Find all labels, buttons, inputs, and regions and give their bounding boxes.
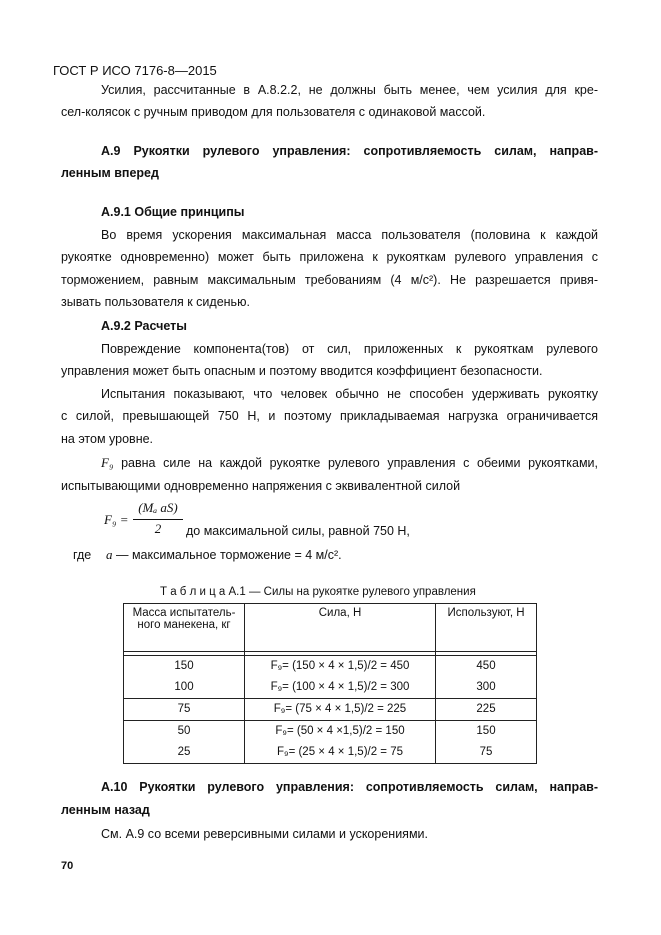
used-cell: 300 [476, 681, 496, 693]
a9-2-line-1: Повреждение компонента(тов) от сил, приложенных к рукояткам рулевого [101, 342, 598, 356]
formula-tail: до максимальной силы, равной 750 Н, [186, 524, 410, 538]
table-caption: Т а б л и ц а А.1 — Силы на рукоятке рулевого управления [160, 586, 476, 598]
header-force [245, 604, 436, 652]
a9-2-line-2: управления может быть опасным и поэтому вводится коэффициент безопасности. [61, 364, 543, 378]
force-cell: F₉= (50 × 4 ×1,5)/2 = 150 [275, 725, 405, 737]
used-cell: 450 [476, 660, 496, 672]
formula-lhs: F₉ = [104, 512, 129, 527]
table-row [124, 721, 537, 743]
force-cell: F₉= (150 × 4 × 1,5)/2 = 450 [270, 660, 410, 672]
section-a9-title-1: А.9 Рукоятки рулевого управления: сопротивляемость силам, направ- [101, 144, 598, 158]
formula-denominator: 2 [154, 521, 162, 536]
used-cell: 150 [476, 725, 496, 737]
header-mass-line-1: Масса испытатель- [132, 607, 236, 619]
mass-cell: 100 [174, 681, 194, 693]
table-header-row [124, 604, 537, 652]
intro-line-1: Усилия, рассчитанные в А.8.2.2, не должны быть менее, чем усилия для кре- [101, 83, 598, 97]
document-id: ГОСТ Р ИСО 7176-8—2015 [53, 63, 217, 78]
where-definition [106, 547, 342, 563]
mass-cell: 50 [177, 725, 191, 737]
formula-fraction-bar [133, 519, 183, 520]
a9-2-line-7: испытывающими одновременно напряжения с эквивалентной силой [61, 479, 461, 493]
a9-1-line-3: торможением, равным максимальным требованиям (4 м/с²). Не разрешается привя- [61, 273, 598, 287]
a9-2-line-3: Испытания показывают, что человек обычно не способен удерживать рукоятку [101, 387, 598, 401]
where-label: где [73, 548, 92, 562]
subsection-a9-2-title: А.9.2 Расчеты [101, 319, 187, 333]
header-used [436, 604, 537, 652]
force-cell: F₉= (100 × 4 × 1,5)/2 = 300 [270, 681, 410, 693]
table-row [124, 742, 537, 764]
used-cell: 225 [476, 703, 496, 715]
used-cell: 75 [479, 746, 493, 758]
a9-2-line-5: на этом уровне. [61, 432, 154, 446]
where-text: — максимальное торможение = 4 м/с². [112, 548, 342, 562]
a10-paragraph: См. А.9 со всеми реверсивными силами и ускорениями. [101, 827, 428, 841]
subsection-a9-1-title: А.9.1 Общие принципы [101, 205, 245, 219]
force-symbol: F₉ [101, 455, 114, 470]
table-row [124, 677, 537, 699]
mass-cell: 75 [177, 703, 191, 715]
section-a10-title-2: ленным назад [61, 803, 150, 817]
mass-cell: 25 [177, 746, 191, 758]
table-row [124, 699, 537, 721]
force-cell: F₉= (25 × 4 × 1,5)/2 = 75 [276, 746, 404, 758]
a9-2-line-6 [101, 455, 598, 471]
a9-1-line-1: Во время ускорения максимальная масса пользователя (половина к каждой [101, 228, 598, 242]
a9-2-line-4: с силой, превышающей 750 Н, и поэтому прикладываемая нагрузка ограничивается [61, 409, 598, 423]
intro-line-2: сел-колясок с ручным приводом для пользователя с одинаковой массой. [61, 105, 486, 119]
a9-1-line-4: зывать пользователя к сиденью. [61, 295, 250, 309]
header-mass [124, 604, 245, 652]
a9-2-line-6-text: равна силе на каждой рукоятке рулевого управления с обеими рукоятками, [113, 456, 598, 470]
table-row [124, 656, 537, 678]
where-symbol: a [106, 547, 113, 562]
header-mass-line-2: ного манекена, кг [137, 619, 231, 631]
section-a10-title-1: А.10 Рукоятки рулевого управления: сопротивляемость силам, направ- [101, 780, 598, 794]
page-number: 70 [61, 860, 74, 872]
header-used-label: Используют, Н [447, 607, 525, 619]
mass-cell: 150 [174, 660, 194, 672]
section-a9-title-2: ленным вперед [61, 166, 159, 180]
header-force-label: Сила, Н [318, 607, 362, 619]
force-cell: F₉= (75 × 4 × 1,5)/2 = 225 [273, 703, 407, 715]
formula-numerator: (Mₐ aS) [138, 500, 178, 515]
a9-1-line-2: рукоятке одновременно) может быть приложена к рукояткам рулевого управления с [61, 250, 598, 264]
forces-table [123, 603, 537, 764]
